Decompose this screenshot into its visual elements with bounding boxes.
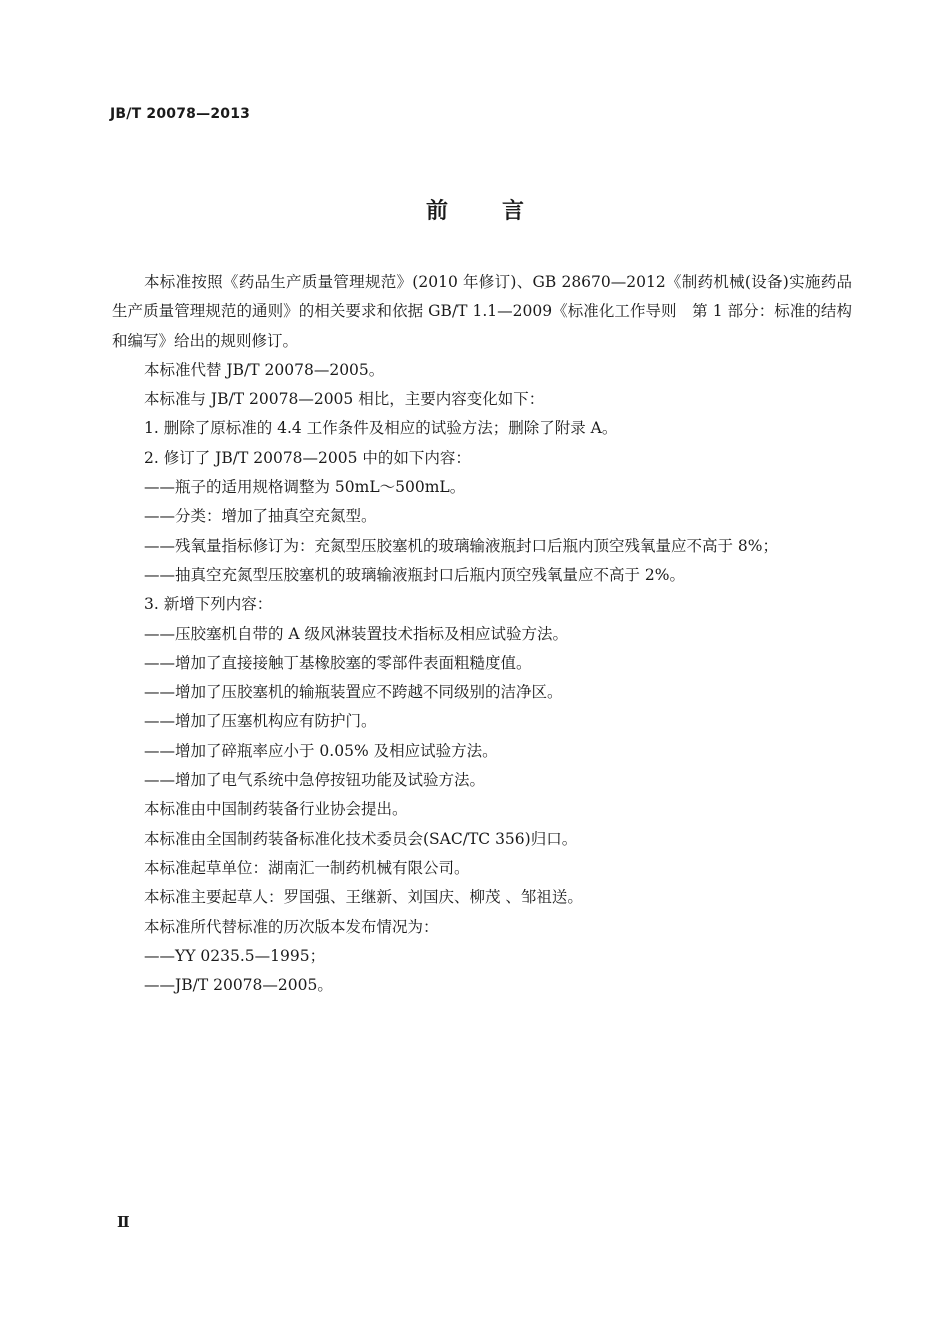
paragraph: 1. 删除了原标准的 4.4 工作条件及相应的试验方法；删除了附录 A。 [144, 419, 618, 438]
paragraph: 本标准主要起草人：罗国强、王继新、刘国庆、柳茂 、邹祖送。 [144, 888, 583, 907]
paragraph: 3. 新增下列内容： [144, 595, 273, 614]
paragraph: 本标准由全国制药装备标准化技术委员会(SAC/TC 356)归口。 [144, 829, 578, 848]
list-item: ——增加了压塞机构应有防护门。 [144, 712, 377, 731]
paragraph: 本标准所代替标准的历次版本发布情况为： [144, 917, 439, 936]
paragraph: 2. 修订了 JB/T 20078—2005 中的如下内容： [144, 448, 471, 467]
list-item: ——增加了电气系统中急停按钮功能及试验方法。 [144, 771, 486, 790]
paragraph: 本标准代替 JB/T 20078—2005。 [144, 360, 385, 379]
list-item: ——分类：增加了抽真空充氮型。 [144, 507, 377, 526]
page-title: 前言 [425, 199, 578, 224]
list-item: ——压胶塞机自带的 A 级风淋装置技术指标及相应试验方法。 [144, 624, 569, 643]
list-item: ——增加了直接接触丁基橡胶塞的零部件表面粗糙度值。 [144, 653, 532, 672]
paragraph: 本标准与 JB/T 20078—2005 相比，主要内容变化如下： [144, 390, 545, 409]
paragraph: 本标准由中国制药装备行业协会提出。 [144, 800, 408, 819]
page-number: Ⅱ [117, 1213, 130, 1231]
standard-code: JB/T 20078—2013 [110, 106, 251, 122]
list-item: ——增加了碎瓶率应小于 0.05% 及相应试验方法。 [144, 741, 498, 760]
list-item: ——JB/T 20078—2005。 [144, 976, 333, 995]
foreword-body [112, 268, 852, 1000]
paragraph: 本标准按照《药品生产质量管理规范》(2010 年修订)、GB 28670—2012《制药机械(设备)实施药品生产质量管理规范的通则》的相关要求和依据 GB/T 1.1—2009《标准化工作导则 第 1 部分：标准的结构和编写》给出的规则修订。 [112, 273, 852, 350]
list-item: ——增加了压胶塞机的输瓶装置应不跨越不同级别的洁净区。 [144, 683, 563, 702]
list-item: ——瓶子的适用规格调整为 50mL～500mL。 [144, 478, 466, 497]
list-item: ——残氧量指标修订为：充氮型压胶塞机的玻璃输液瓶封口后瓶内顶空残氧量应不高于 8%； [144, 536, 779, 555]
paragraph: 本标准起草单位：湖南汇一制药机械有限公司。 [144, 858, 470, 877]
list-item: ——抽真空充氮型压胶塞机的玻璃输液瓶封口后瓶内顶空残氧量应不高于 2%。 [144, 565, 686, 584]
list-item: ——YY 0235.5—1995； [144, 946, 326, 965]
